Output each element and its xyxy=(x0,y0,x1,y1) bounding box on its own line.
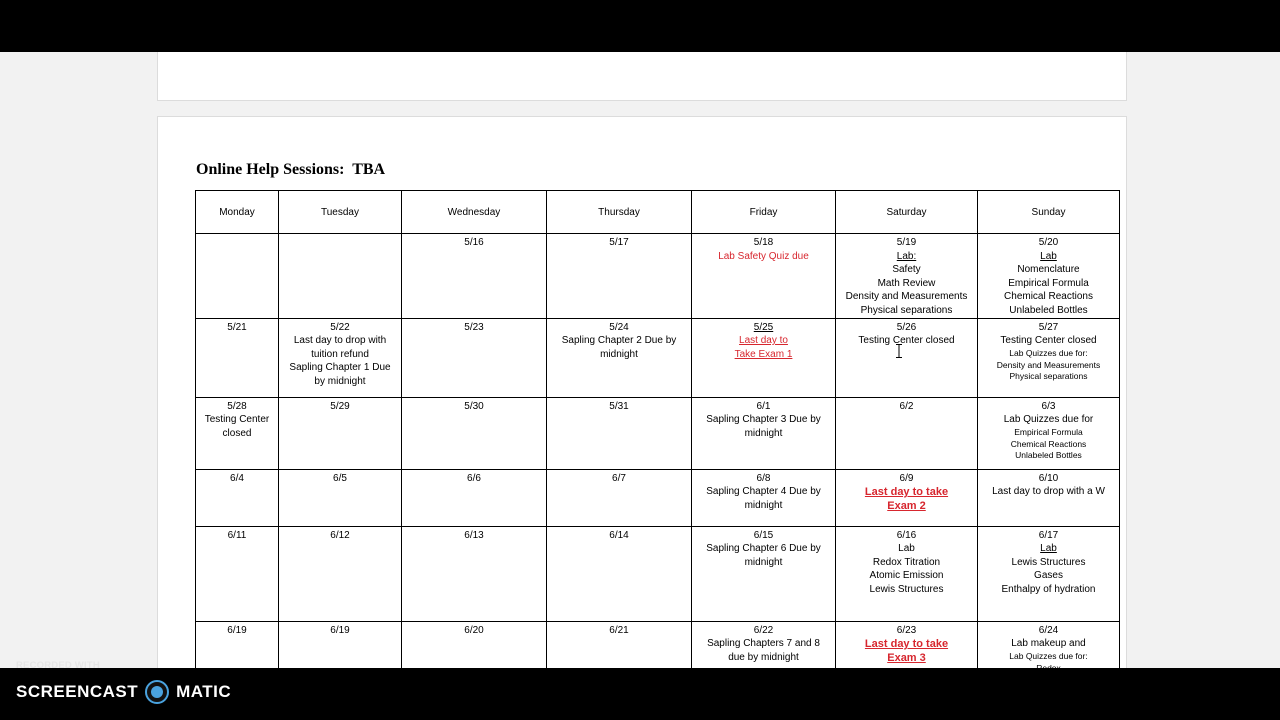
day-date: 5/28 xyxy=(227,400,247,412)
calendar-day-cell xyxy=(196,526,279,621)
calendar-day-cell xyxy=(196,318,279,397)
day-date: 5/25 xyxy=(753,321,774,333)
calendar-day-cell xyxy=(547,526,692,621)
day-note: Math Review xyxy=(877,277,936,289)
day-note: midnight xyxy=(744,556,783,568)
day-date: 6/5 xyxy=(333,472,347,484)
previous-page-edge xyxy=(157,52,1127,101)
day-date: 5/27 xyxy=(1038,321,1059,333)
calendar-day-cell xyxy=(978,318,1120,397)
day-note: Density and Measurements xyxy=(845,291,968,303)
day-note: Lab Safety Quiz due xyxy=(718,250,809,262)
day-date: 6/2 xyxy=(899,400,914,412)
day-header: Monday xyxy=(196,191,279,234)
day-date: 6/1 xyxy=(756,400,771,412)
day-date: 5/18 xyxy=(753,237,774,248)
calendar-day-cell xyxy=(279,318,402,397)
calendar-day-cell xyxy=(402,526,547,621)
day-note: Last day to xyxy=(739,335,788,347)
day-note: closed xyxy=(222,427,252,439)
day-note: Empirical Formula xyxy=(1008,277,1089,289)
day-note: Last day to take xyxy=(864,486,949,499)
day-note: Chemical Reactions xyxy=(1010,438,1087,449)
day-date: 5/26 xyxy=(896,321,917,333)
calendar-day-cell xyxy=(402,318,547,397)
day-note: tuition refund xyxy=(311,348,369,360)
day-header: Saturday xyxy=(836,191,978,234)
calendar-day-cell xyxy=(547,397,692,469)
day-date: 6/11 xyxy=(227,529,247,541)
watermark-brand-right: MATIC xyxy=(176,682,232,701)
day-date: 6/16 xyxy=(896,529,917,541)
day-note: Last day to take xyxy=(864,638,949,651)
day-note: Enthalpy of hydration xyxy=(1001,583,1096,595)
calendar-week-row xyxy=(196,397,1120,469)
calendar-header-row xyxy=(196,191,1120,234)
day-date: 6/23 xyxy=(896,624,917,636)
calendar-day-cell xyxy=(836,234,978,319)
calendar-day-cell xyxy=(547,318,692,397)
day-date: 6/13 xyxy=(464,529,484,541)
day-note: Exam 3 xyxy=(887,652,926,665)
day-note: Sapling Chapter 4 Due by xyxy=(706,486,821,498)
calendar-day-cell xyxy=(402,234,547,319)
day-date: 6/22 xyxy=(753,624,774,636)
day-note: Atomic Emission xyxy=(869,570,944,582)
calendar-day-cell xyxy=(279,469,402,526)
calendar-day-cell xyxy=(978,397,1120,469)
day-note: Take Exam 1 xyxy=(734,348,793,360)
calendar-day-cell xyxy=(692,526,836,621)
top-black-bar xyxy=(0,0,1280,52)
day-note: Lab xyxy=(1040,250,1057,262)
day-date: 5/29 xyxy=(330,400,350,412)
day-header: Sunday xyxy=(978,191,1120,234)
day-note: Nomenclature xyxy=(1017,264,1080,276)
day-note: Lab xyxy=(898,543,915,555)
text-cursor-icon xyxy=(896,344,902,358)
day-note: Testing Center closed xyxy=(1000,335,1097,347)
calendar-day-cell xyxy=(836,526,978,621)
day-note: Unlabeled Bottles xyxy=(1009,304,1088,316)
day-date: 5/21 xyxy=(227,321,247,333)
day-date: 5/23 xyxy=(464,321,484,333)
day-note: Gases xyxy=(1034,570,1063,582)
day-date: 5/16 xyxy=(464,237,484,248)
watermark-caption: RECORDED WITH xyxy=(16,660,100,671)
day-note: Last day to drop with xyxy=(293,335,387,347)
watermark-brand-left: SCREENCAST xyxy=(16,682,139,701)
calendar-day-cell xyxy=(692,469,836,526)
day-note: Lab Quizzes due for xyxy=(1003,414,1094,426)
calendar-day-cell xyxy=(402,397,547,469)
day-note: Physical separations xyxy=(1009,371,1088,382)
day-note: Sapling Chapter 2 Due by xyxy=(561,335,677,347)
day-date: 5/31 xyxy=(609,400,629,412)
day-date: 6/3 xyxy=(1041,400,1056,412)
day-date: 5/22 xyxy=(330,321,350,333)
day-date: 6/24 xyxy=(1038,624,1059,636)
day-note: Lab Quizzes due for: xyxy=(1009,650,1088,661)
day-date: 5/30 xyxy=(464,400,484,412)
day-date: 6/20 xyxy=(464,624,484,636)
day-header: Thursday xyxy=(547,191,692,234)
calendar-day-cell xyxy=(978,469,1120,526)
calendar-day-cell xyxy=(279,397,402,469)
calendar-day-cell xyxy=(836,397,978,469)
day-date: 6/17 xyxy=(1038,529,1059,541)
day-date: 6/12 xyxy=(330,529,350,541)
calendar-day-cell xyxy=(978,234,1120,319)
calendar-day-cell xyxy=(836,318,978,397)
day-date: 5/17 xyxy=(609,237,629,248)
day-note: Sapling Chapter 6 Due by xyxy=(706,543,821,555)
calendar-day-cell xyxy=(978,526,1120,621)
day-date: 5/24 xyxy=(609,321,629,333)
day-date: 6/19 xyxy=(330,624,350,636)
calendar-week-row xyxy=(196,469,1120,526)
day-note: Lewis Structures xyxy=(869,583,944,595)
page-title: Online Help Sessions: TBA xyxy=(196,161,386,178)
day-header: Wednesday xyxy=(402,191,547,234)
day-note: Testing Center closed xyxy=(858,335,955,347)
day-date: 6/10 xyxy=(1038,472,1059,484)
day-note: Density and Measurements xyxy=(996,359,1101,370)
day-note: Sapling Chapter 3 Due by xyxy=(706,414,821,426)
day-note: by midnight xyxy=(314,375,366,387)
day-note: Lab makeup and xyxy=(1011,638,1086,650)
calendar-day-cell xyxy=(196,234,279,319)
calendar-week-row xyxy=(196,318,1120,397)
day-note: Redox Titration xyxy=(872,556,941,568)
day-date: 6/19 xyxy=(227,624,247,636)
calendar-day-cell xyxy=(692,234,836,319)
calendar-day-cell xyxy=(692,397,836,469)
day-note: Unlabeled Bottles xyxy=(1015,450,1082,461)
calendar-day-cell xyxy=(547,469,692,526)
day-note: Sapling Chapter 1 Due xyxy=(289,362,391,374)
day-date: 6/14 xyxy=(609,529,629,541)
calendar-day-cell xyxy=(279,234,402,319)
day-date: 6/6 xyxy=(467,472,481,484)
day-note: Lewis Structures xyxy=(1011,556,1086,568)
calendar-week-row xyxy=(196,526,1120,621)
day-note: Testing Center xyxy=(204,414,270,426)
calendar-day-cell xyxy=(692,318,836,397)
day-note: Exam 2 xyxy=(887,500,926,513)
calendar-day-cell xyxy=(547,234,692,319)
calendar-day-cell xyxy=(196,469,279,526)
day-note: Lab Quizzes due for: xyxy=(1009,347,1088,358)
day-note: Chemical Reactions xyxy=(1004,291,1093,303)
day-date: 6/8 xyxy=(756,472,771,484)
calendar-week-row xyxy=(196,234,1120,319)
day-date: 6/7 xyxy=(612,472,626,484)
day-note: Lab xyxy=(1040,543,1057,555)
calendar-day-cell xyxy=(836,469,978,526)
calendar-day-cell xyxy=(402,469,547,526)
calendar-day-cell xyxy=(279,526,402,621)
record-dot-icon xyxy=(145,680,169,704)
day-note: Lab: xyxy=(896,250,917,262)
day-date: 5/20 xyxy=(1038,237,1059,248)
day-date: 5/19 xyxy=(896,237,917,248)
day-note: midnight xyxy=(600,348,638,360)
day-date: 6/9 xyxy=(899,472,914,484)
day-date: 6/21 xyxy=(609,624,629,636)
day-note: Last day to drop with a W xyxy=(992,486,1105,498)
day-note: due by midnight xyxy=(728,651,799,663)
day-note: midnight xyxy=(744,499,783,511)
calendar-table xyxy=(195,190,1120,695)
day-note: Empirical Formula xyxy=(1014,426,1083,437)
day-header: Friday xyxy=(692,191,836,234)
day-date: 6/4 xyxy=(230,472,244,484)
document-page xyxy=(157,116,1127,676)
day-note: Physical separations xyxy=(860,304,953,316)
calendar-day-cell xyxy=(196,397,279,469)
day-note: Safety xyxy=(892,264,921,276)
day-header: Tuesday xyxy=(279,191,402,234)
day-date: 6/15 xyxy=(753,529,774,541)
day-note: midnight xyxy=(744,427,783,439)
day-note: Sapling Chapters 7 and 8 xyxy=(707,638,820,650)
